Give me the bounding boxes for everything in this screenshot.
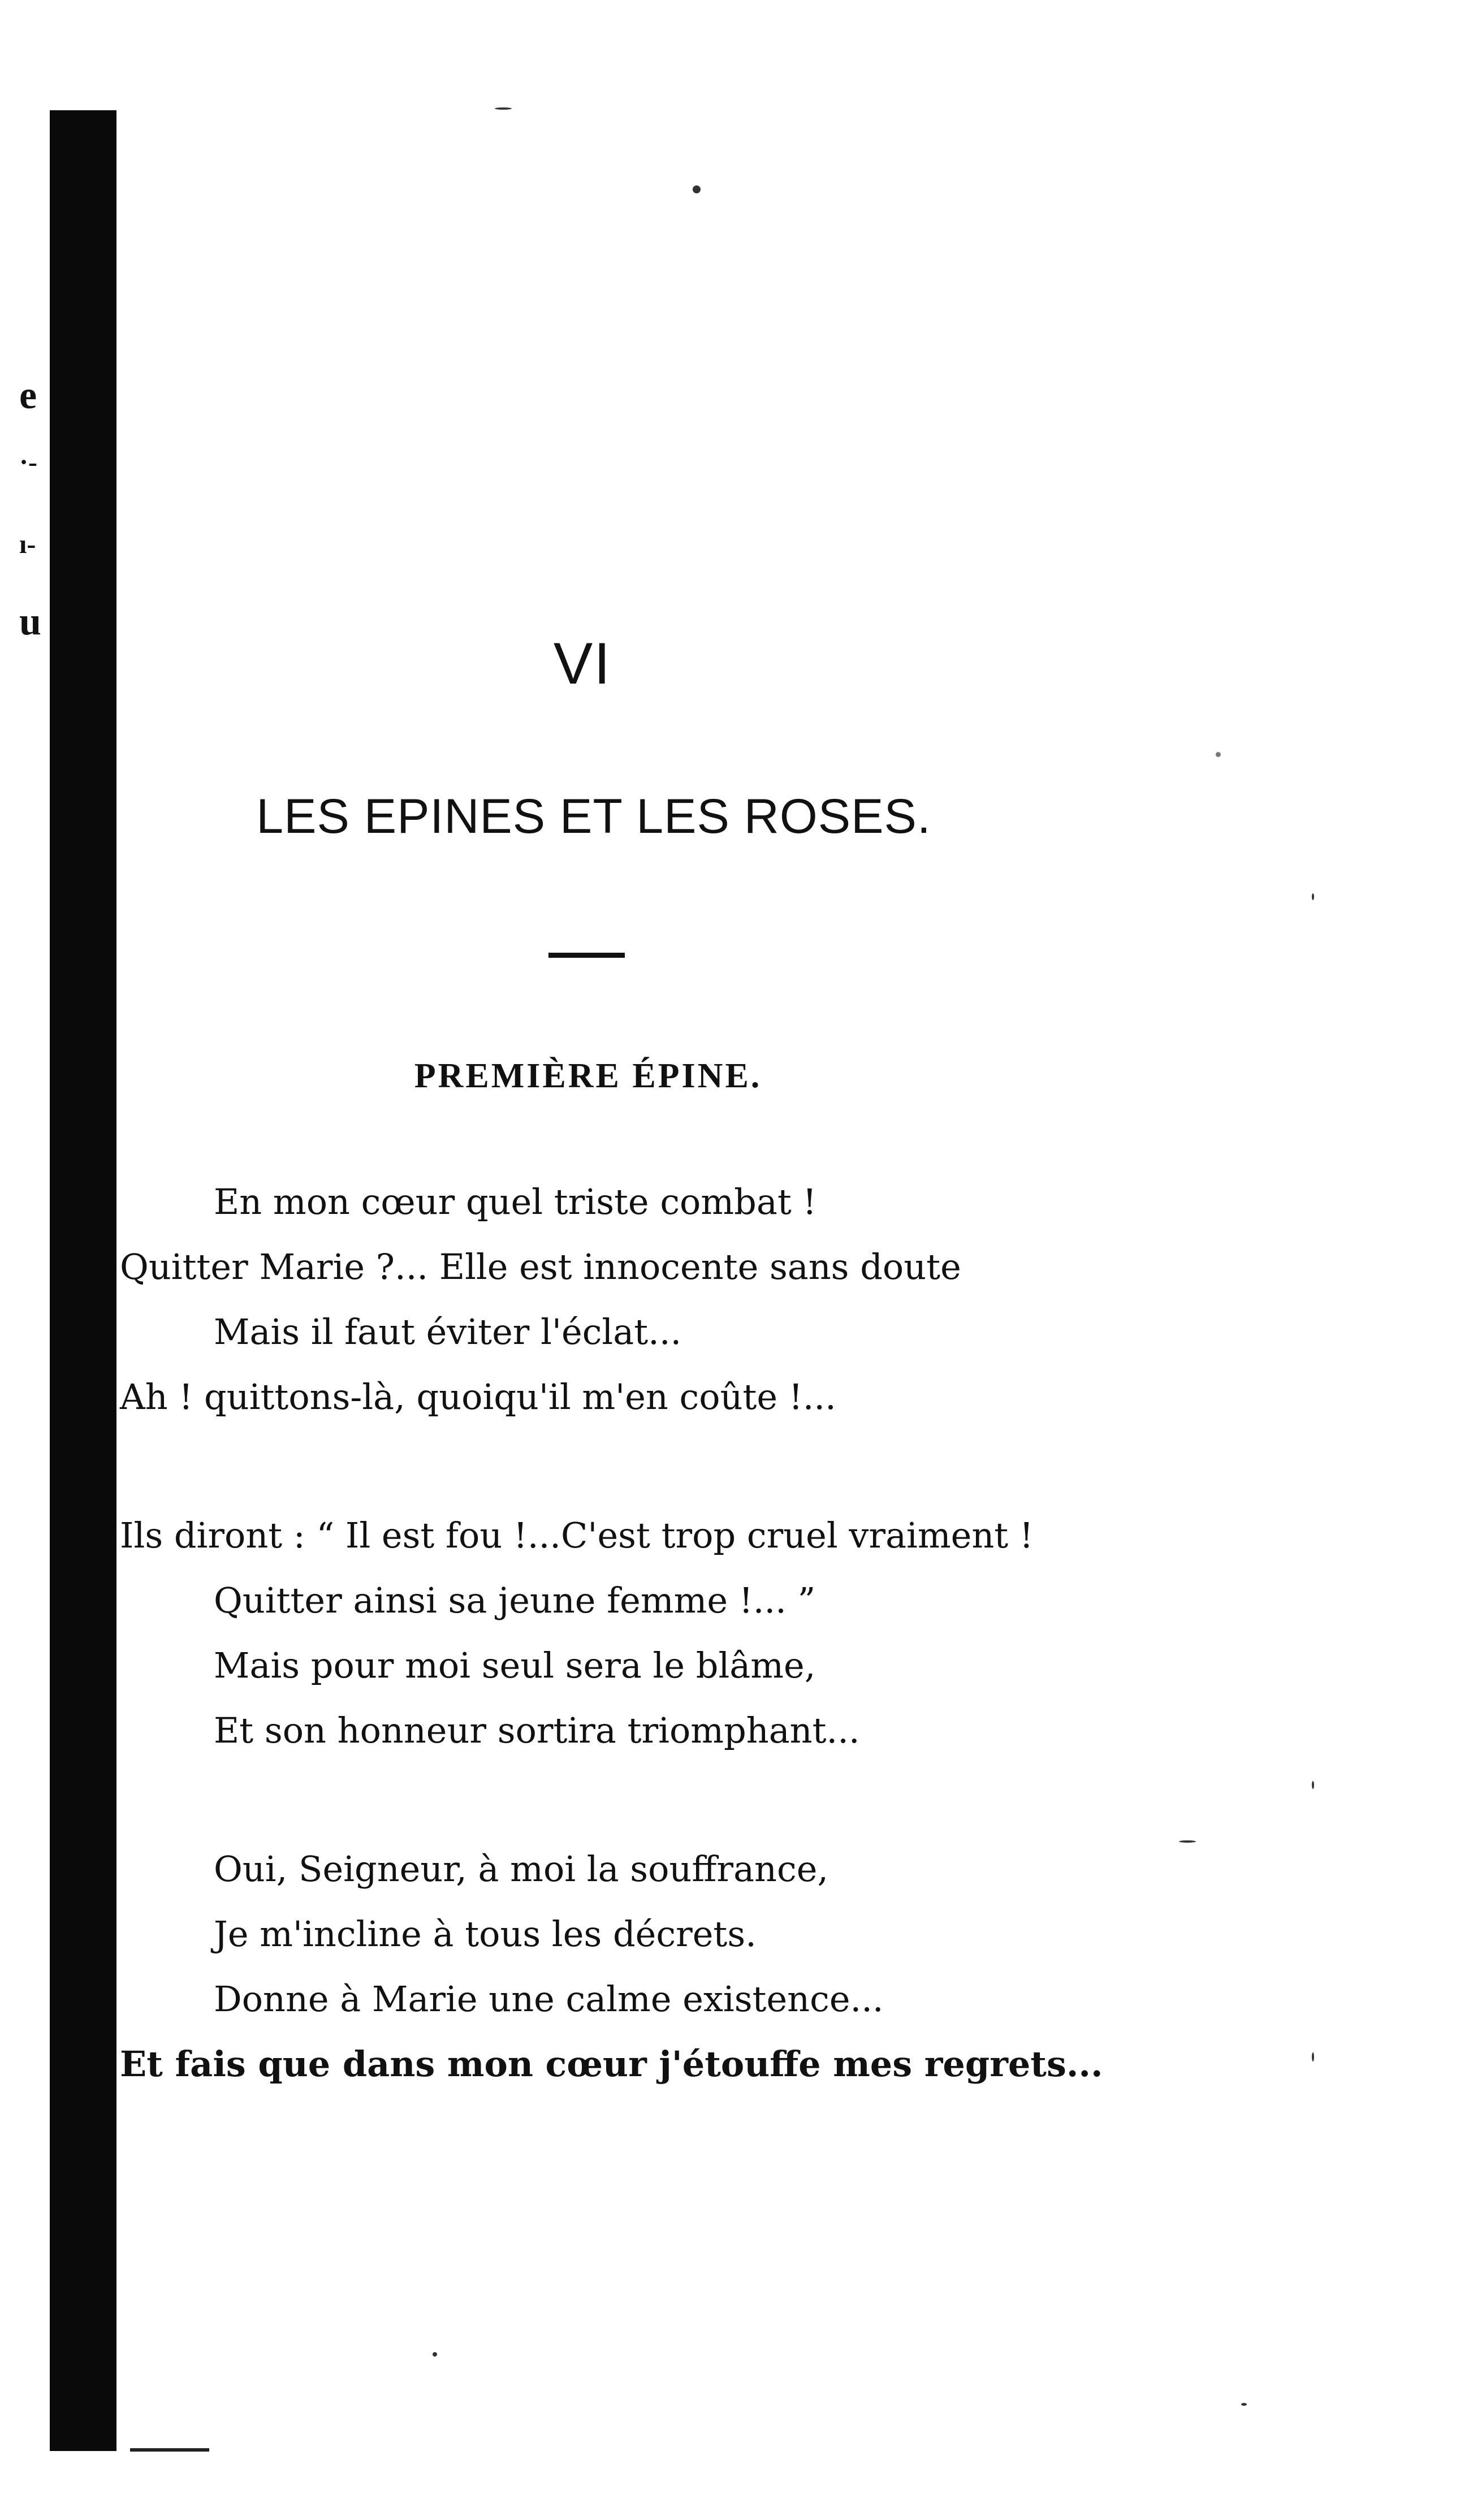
facing-page-fragment: ı-	[19, 529, 36, 559]
verse-line: Quitter Marie ?... Elle est innocente sans doute	[120, 1246, 961, 1287]
verse-line: Je m'incline à tous les décrets.	[214, 1913, 757, 1955]
scan-speck	[433, 2352, 437, 2357]
page-binding-edge	[130, 2448, 209, 2452]
chapter-title: LES EPINES ET LES ROSES.	[256, 789, 931, 844]
facing-page-fragment: u	[19, 600, 41, 643]
facing-page-fragment: e	[19, 374, 37, 417]
section-heading: PREMIÈRE ÉPINE.	[414, 1057, 762, 1095]
page-binding-shadow	[50, 110, 116, 2451]
verse-line: Et son honneur sortira triomphant...	[214, 1710, 860, 1751]
chapter-number: VI	[553, 631, 612, 697]
scan-speck	[1312, 2052, 1314, 2061]
scan-speck	[1216, 752, 1221, 757]
scan-speck	[1179, 1840, 1196, 1843]
verse-line: Donne à Marie une calme existence...	[214, 1978, 884, 2020]
verse-line: Oui, Seigneur, à moi la souffrance,	[214, 1848, 829, 1890]
verse-line: En mon cœur quel triste combat !	[214, 1181, 817, 1222]
facing-page-fragment: ·-	[19, 447, 37, 477]
scan-speck	[495, 107, 512, 110]
scan-speck	[693, 185, 701, 193]
title-divider	[548, 953, 625, 958]
verse-line: Quitter ainsi sa jeune femme !... ”	[214, 1580, 816, 1621]
verse-line: Mais il faut éviter l'éclat...	[214, 1311, 682, 1352]
scan-speck	[1241, 2403, 1247, 2406]
verse-line: Ils diront : “ Il est fou !...C'est trop cruel vraiment !	[120, 1515, 1034, 1556]
scan-speck	[1312, 1781, 1314, 1789]
verse-line: Mais pour moi seul sera le blâme,	[214, 1645, 816, 1686]
verse-line: Et fais que dans mon cœur j'étouffe mes regrets...	[120, 2043, 1103, 2085]
verse-line: Ah ! quittons-là, quoiqu'il m'en coûte !...	[120, 1376, 836, 1417]
scan-speck	[1312, 893, 1314, 900]
